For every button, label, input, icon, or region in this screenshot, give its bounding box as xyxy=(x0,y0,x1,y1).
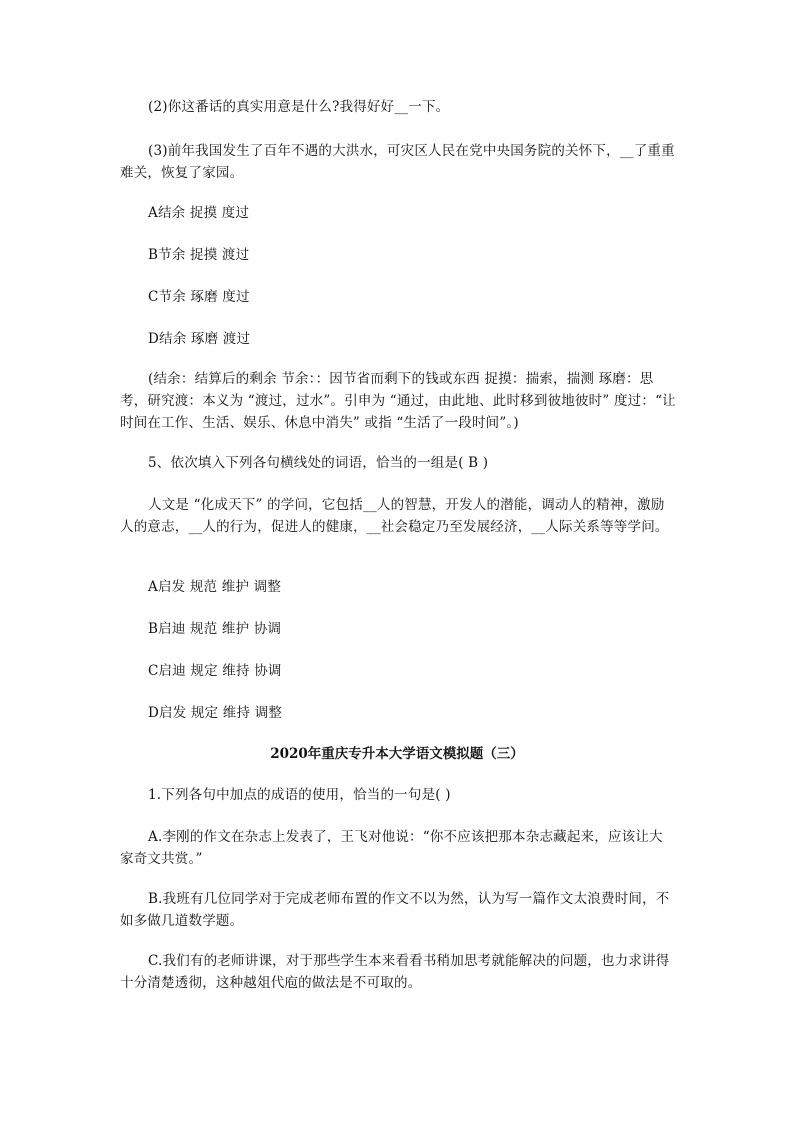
question-5-passage: 人文是 “化成天下” 的学问，它包括__人的智慧，开发人的潜能，调动人的精神，激励人的意志，__人的行为，促进人的健康，__社会稳定乃至发展经济，__人际关系等等学问。 xyxy=(120,497,669,535)
q5-option-c: C启迪 规定 维持 协调 xyxy=(148,663,282,679)
option-a: A结余 捉摸 度过 xyxy=(148,205,250,221)
section-title: 2020年重庆专升本大学语文模拟题（三） xyxy=(270,746,524,762)
section-question-1: 1.下列各句中加点的成语的使用，恰当的一句是( ) xyxy=(148,787,451,803)
option-b: B节余 捉摸 渡过 xyxy=(148,247,250,263)
question-5-text: 5、依次填入下列各句横线处的词语，恰当的一组是( B ) xyxy=(148,455,489,471)
section-option-a: A.李刚的作文在杂志上发表了，王飞对他说：“你不应该把那本杂志藏起来，应该让大家奇文共赏。” xyxy=(120,829,663,867)
section-option-b: B.我班有几位同学对于完成老师布置的作文不以为然，认为写一篇作文太浪费时间，不如多做几道数学题。 xyxy=(120,891,670,929)
question-3-text: (3)前年我国发生了百年不遇的大洪水，可灾区人民在党中央国务院的关怀下，__了重重难关，恢复了家园。 xyxy=(120,143,675,181)
section-option-c: C.我们有的老师讲课，对于那些学生本来看看书稍加思考就能解决的问题，也力求讲得十分清楚透彻，这种越俎代庖的做法是不可取的。 xyxy=(120,953,670,991)
q5-option-b: B启迪 规范 维护 协调 xyxy=(148,621,282,637)
q5-option-a: A启发 规范 维护 调整 xyxy=(148,579,282,595)
explanation-text: (结余：结算后的剩余 节余：：因节省而剩下的钱或东西 捉摸：揣索，揣测 琢磨：思考，研究渡：本义为 “渡过，过水”。引申为 “通过，由此地、此时移到彼地彼时” 度过：“让时间在工作、生活、娱乐、休息中消失” 或指 “生活了一段时间”。) xyxy=(120,371,676,431)
question-2-text: (2)你这番话的真实用意是什么?我得好好__一下。 xyxy=(148,99,450,115)
option-d: D结余 琢磨 渡过 xyxy=(148,331,251,347)
option-c: C节余 琢磨 度过 xyxy=(148,289,250,305)
q5-option-d: D启发 规定 维持 调整 xyxy=(148,705,283,721)
